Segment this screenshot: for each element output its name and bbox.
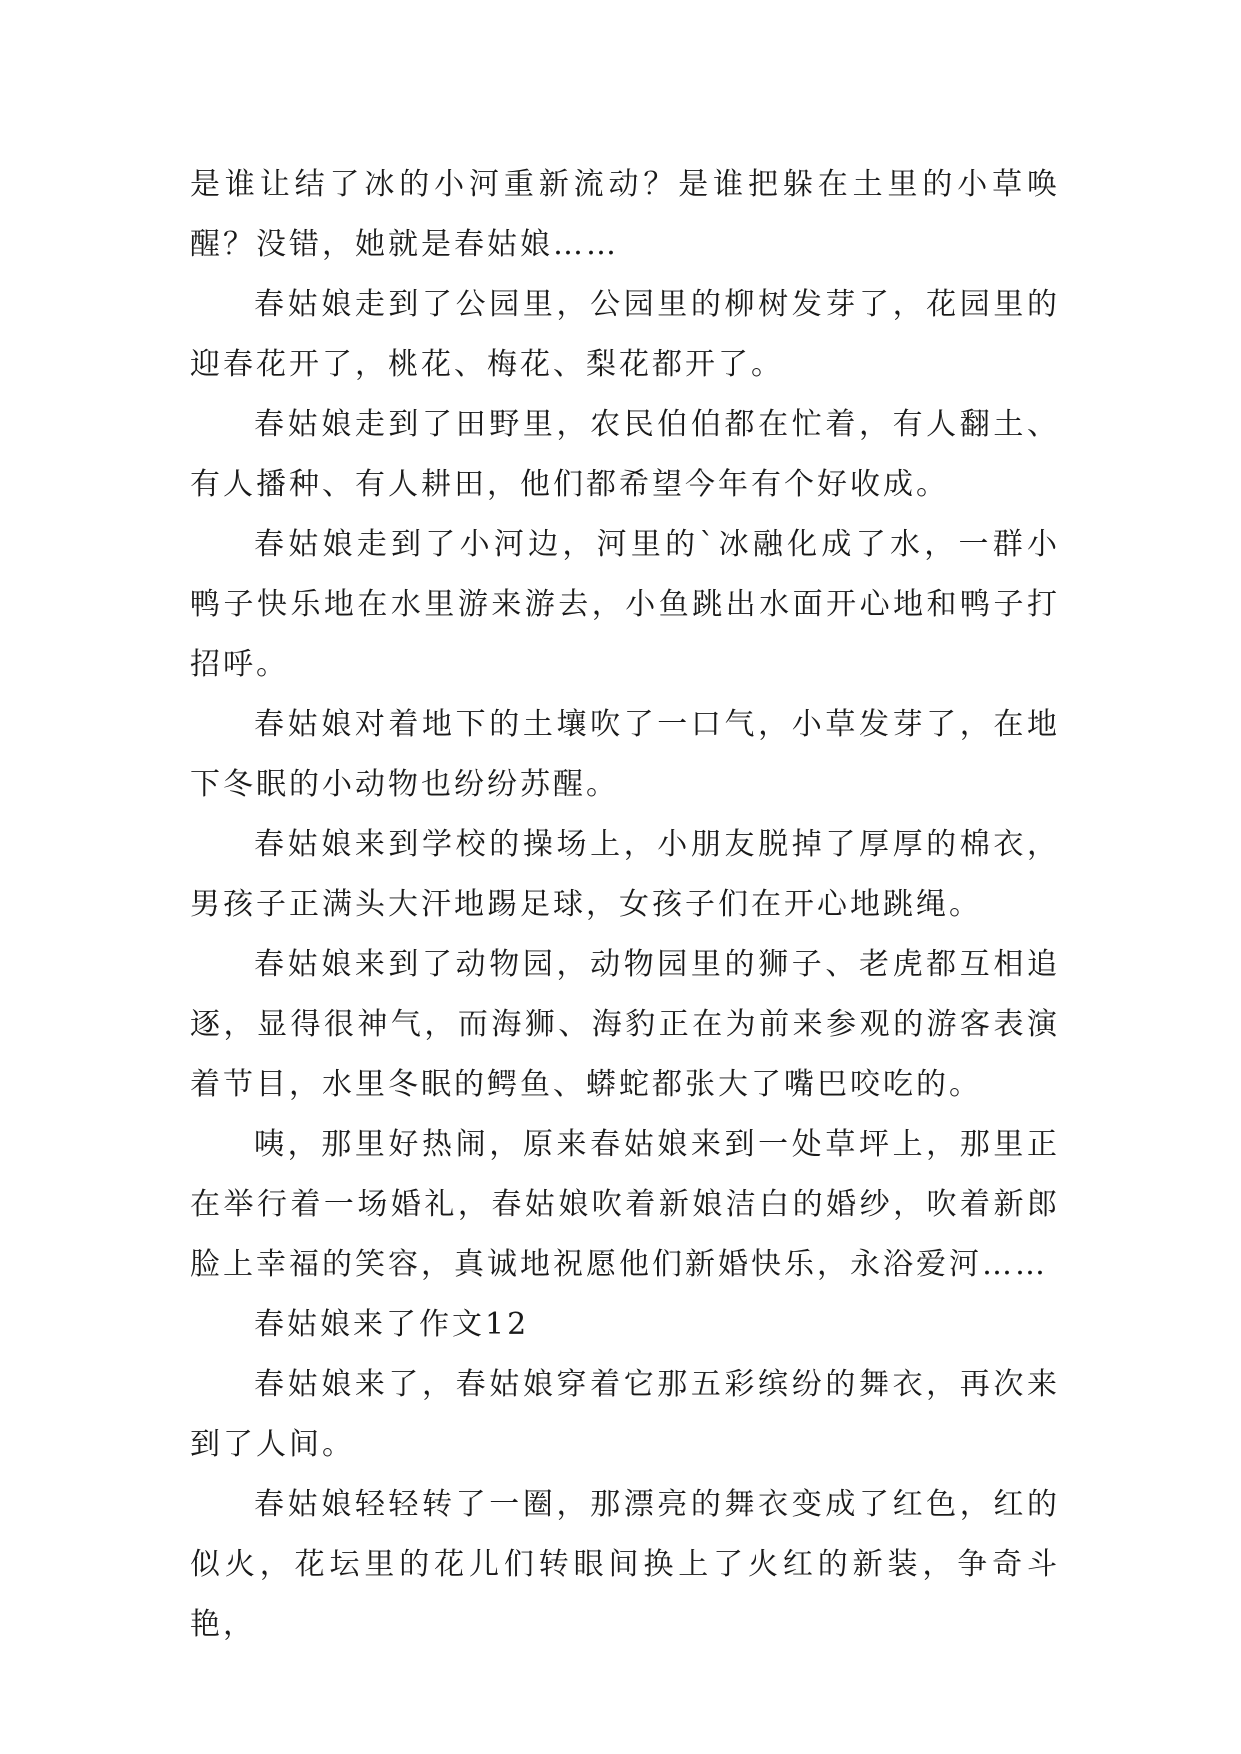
paragraph-wedding: 咦，那里好热闹，原来春姑娘来到一处草坪上，那里正在举行着一场婚礼，春姑娘吹着新娘洁白的婚纱，吹着新郎脸上幸福的笑容，真诚地祝愿他们新婚快乐，永浴爱河…… — [190, 1127, 1060, 1282]
paragraph-fields: 春姑娘走到了田野里，农民伯伯都在忙着，有人翻土、有人播种、有人耕田，他们都希望今年有个好收成。 — [190, 407, 1060, 502]
section-heading: 春姑娘来了作文12 — [254, 1307, 530, 1342]
paragraph-red-dress: 春姑娘轻轻转了一圈，那漂亮的舞衣变成了红色，红的似火，花坛里的花儿们转眼间换上了火红的新装，争奇斗艳， — [190, 1487, 1060, 1642]
document-body — [190, 155, 1060, 1655]
paragraph-intro: 是谁让结了冰的小河重新流动？是谁把躲在土里的小草唤醒？没错，她就是春姑娘…… — [190, 167, 1060, 262]
paragraph-spring-arrives: 春姑娘来了，春姑娘穿着它那五彩缤纷的舞衣，再次来到了人间。 — [190, 1367, 1060, 1462]
paragraph-school: 春姑娘来到学校的操场上，小朋友脱掉了厚厚的棉衣，男孩子正满头大汗地踢足球，女孩子们在开心地跳绳。 — [190, 827, 1060, 922]
paragraph-soil: 春姑娘对着地下的土壤吹了一口气，小草发芽了，在地下冬眠的小动物也纷纷苏醒。 — [190, 707, 1060, 802]
paragraph-zoo: 春姑娘来到了动物园，动物园里的狮子、老虎都互相追逐，显得很神气，而海狮、海豹正在为前来参观的游客表演着节目，水里冬眠的鳄鱼、蟒蛇都张大了嘴巴咬吃的。 — [190, 947, 1060, 1102]
paragraph-river: 春姑娘走到了小河边，河里的`冰融化成了水，一群小鸭子快乐地在水里游来游去，小鱼跳出水面开心地和鸭子打招呼。 — [190, 527, 1060, 682]
paragraph-park: 春姑娘走到了公园里，公园里的柳树发芽了，花园里的迎春花开了，桃花、梅花、梨花都开了。 — [190, 287, 1060, 382]
